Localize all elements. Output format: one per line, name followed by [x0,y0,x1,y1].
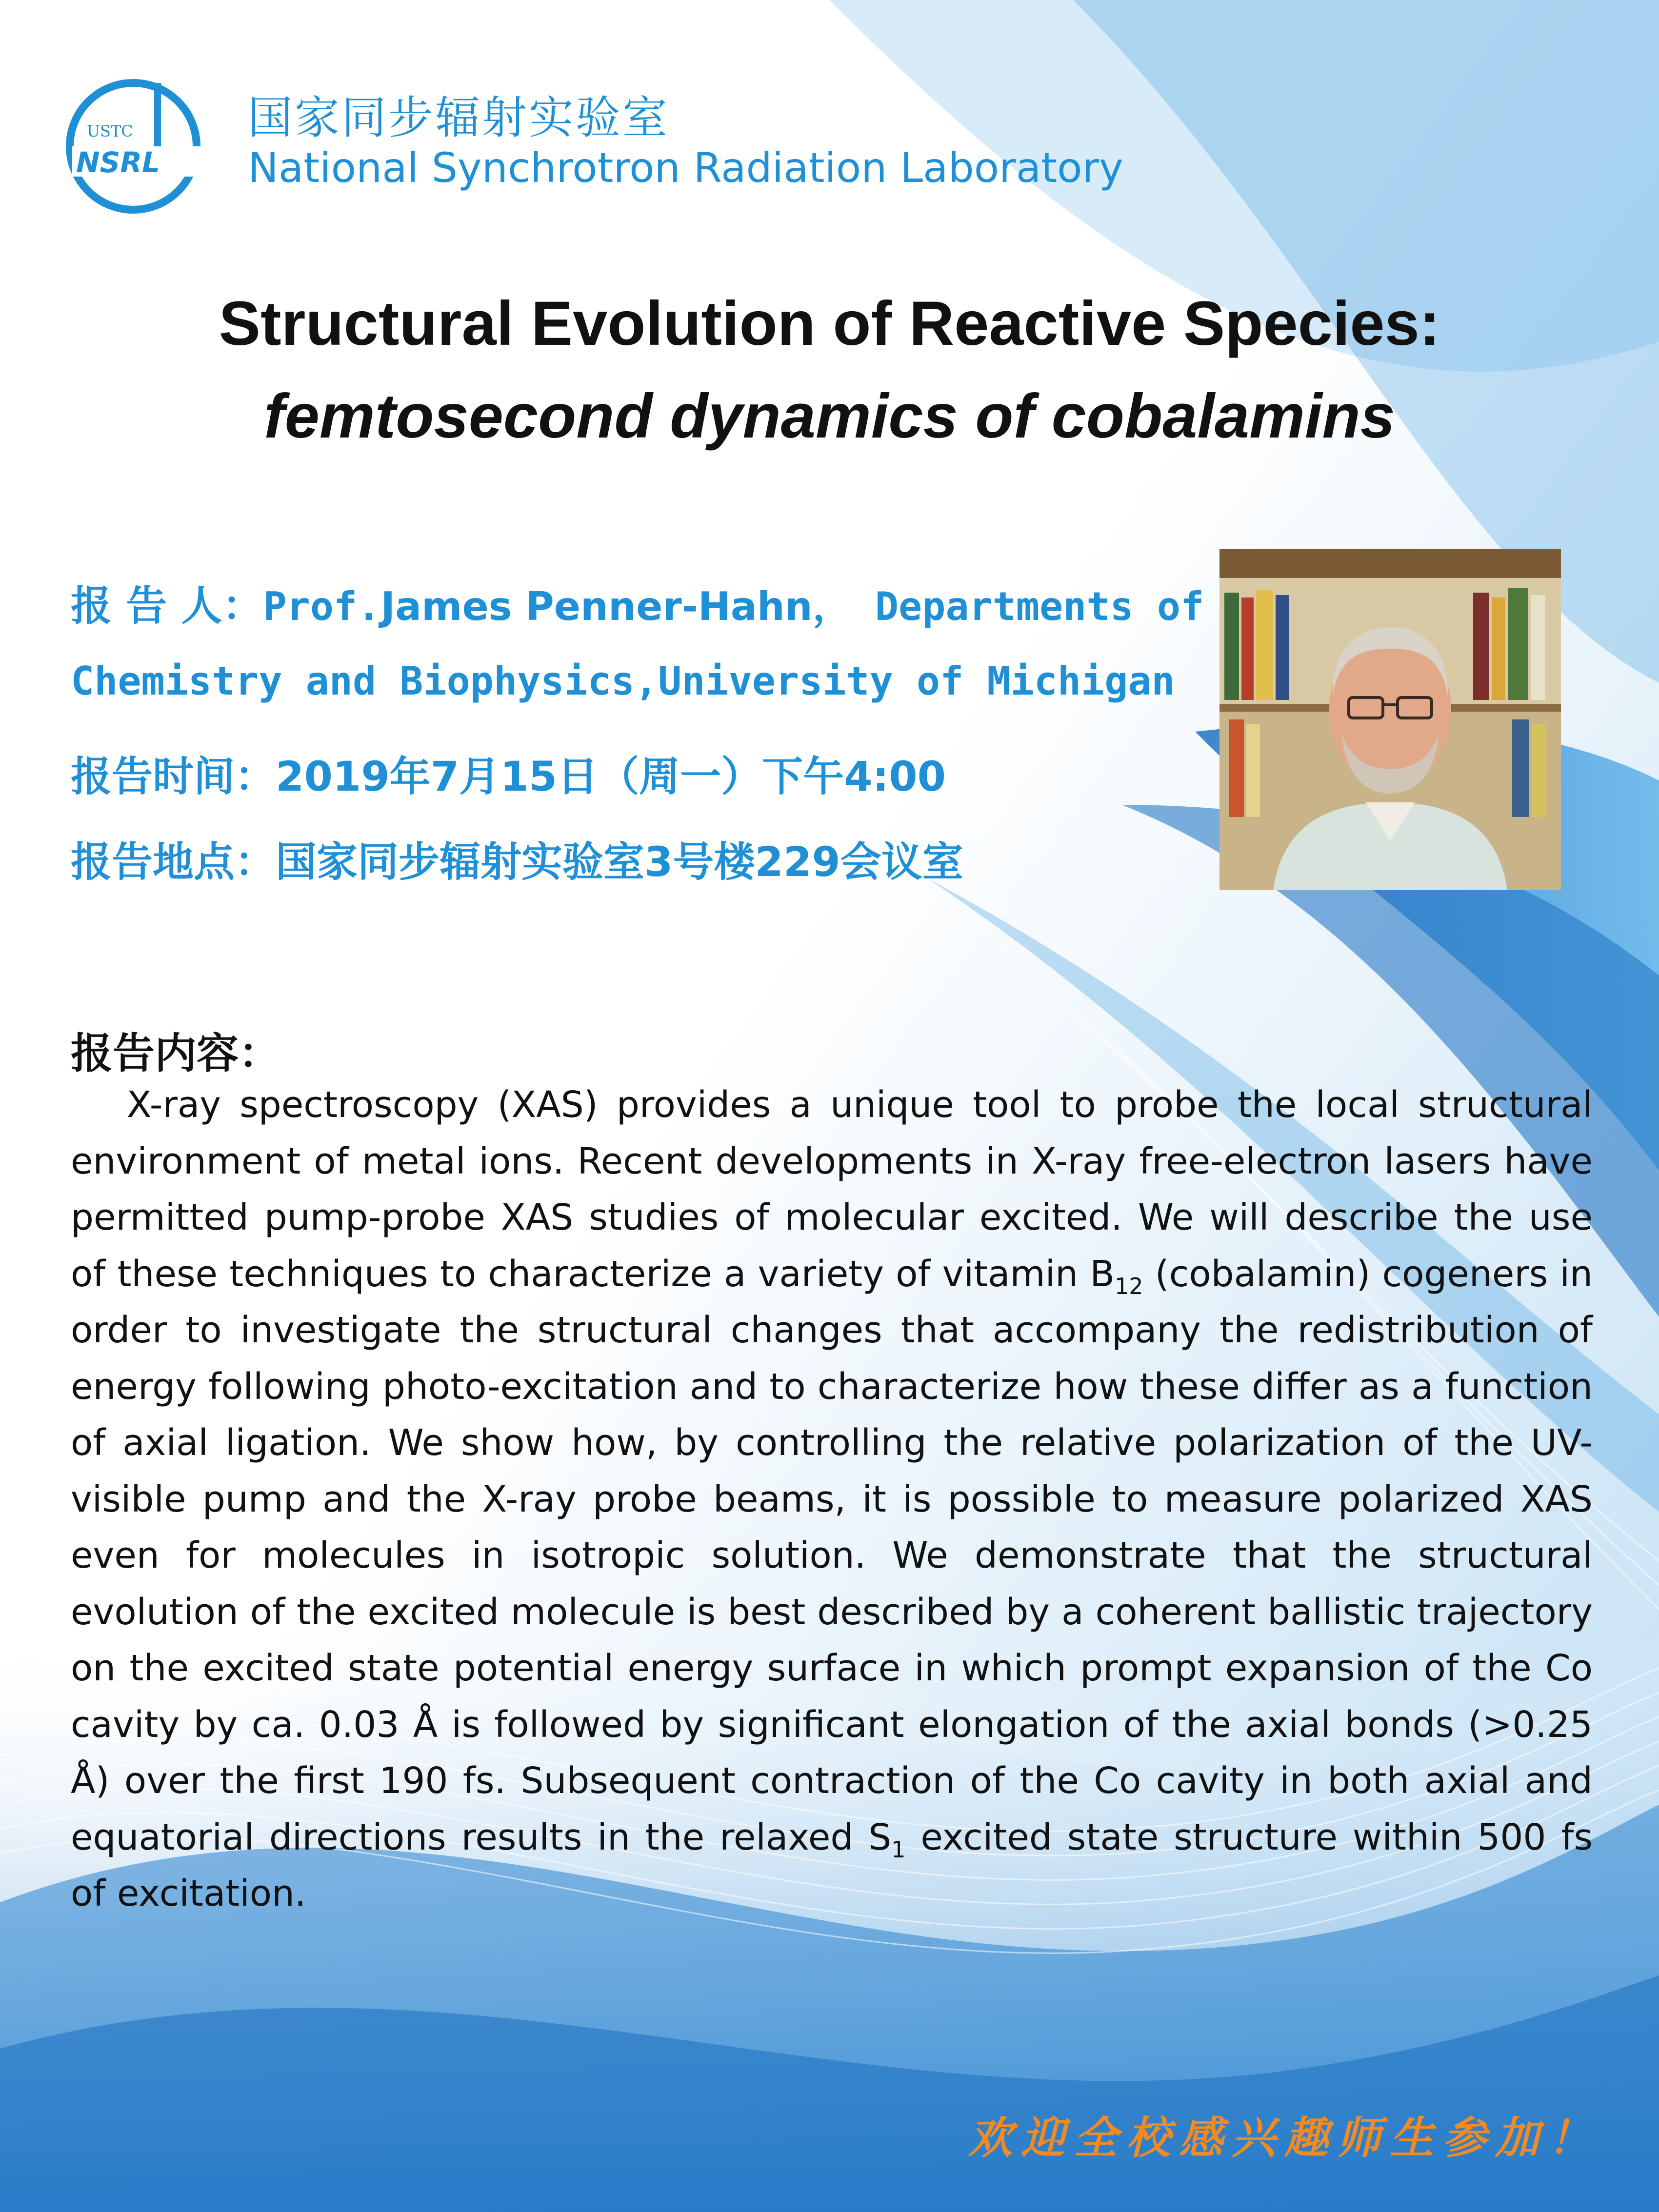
abstract-part-2: (cobalamin) cogeners in order to investigate the structural changes that accompany the redistribution of energy following photo-excitation and to characterize how these differ as a function of axial ligation. We show how, by controlling the relative polarization of the UV-visible pump and the X-ray probe beams, it is possible to measure polarized XAS even for molecules in isotropic solution. We demonstrate that the structural evolution of the excited molecule is best described by a coherent ballistic trajectory on the excited state potential energy surface in which prompt expansion of the Co cavity by ca. 0.03 Å is followed by significant elongation of the axial bonds (>0.25 Å) over the first 190 fs. Subsequent contraction of the Co cavity in both axial and equatorial directions results in the relaxed S [71,1253,1593,1858]
abstract-subscript-12: 12 [1115,1273,1143,1299]
speaker-affiliation: ， Departments of [812,584,1204,629]
logo-ustc-text: USTC [87,122,133,140]
org-name-cn: 国家同步辐射实验室 [248,92,670,144]
place-line [71,829,963,888]
place-label: 报告地点： [71,838,276,886]
abstract-part-1: X-ray spectroscopy (XAS) provides a unique tool to probe the local structural environment of metal ions. Recent developments in X-ray free-electron lasers have permitted pump-probe XAS studies of molecular excited. We will describe the use of these techniques to characterize a variety of vitamin B [71,1084,1593,1295]
abstract-heading: 报告内容： [71,1029,280,1078]
speaker-name: James Penner-Hahn [380,584,813,629]
speaker-affiliation-line [71,658,1175,704]
abstract-part-3: excited state structure within 500 fs of excitation. [71,1816,1593,1914]
logo-nsrl-text: NSRL [76,146,160,179]
talk-subtitle: femtosecond dynamics of cobalamins [264,381,1395,451]
speaker-line [71,573,1204,632]
speaker-affiliation-cont: Chemistry and Biophysics,University of Michigan [71,658,1175,704]
nsrl-logo [58,73,214,219]
speaker-label: 报 告 人： [71,582,263,630]
abstract-text [71,1077,1593,1922]
talk-title: Structural Evolution of Reactive Species: [219,289,1440,359]
abstract-subscript-1: 1 [891,1836,906,1863]
time-value: 2019年7月15日（周一）下午4:00 [276,753,946,800]
speaker-prefix: Prof. [263,584,381,629]
speaker-photo [1219,549,1561,890]
place-value: 国家同步辐射实验室3号楼229会议室 [276,838,963,886]
org-name-en: National Synchrotron Radiation Laboratory [248,144,1123,192]
welcome-message: 欢迎全校感兴趣师生参加！ [968,2112,1600,2164]
time-line [71,744,946,803]
time-label: 报告时间： [71,753,276,800]
